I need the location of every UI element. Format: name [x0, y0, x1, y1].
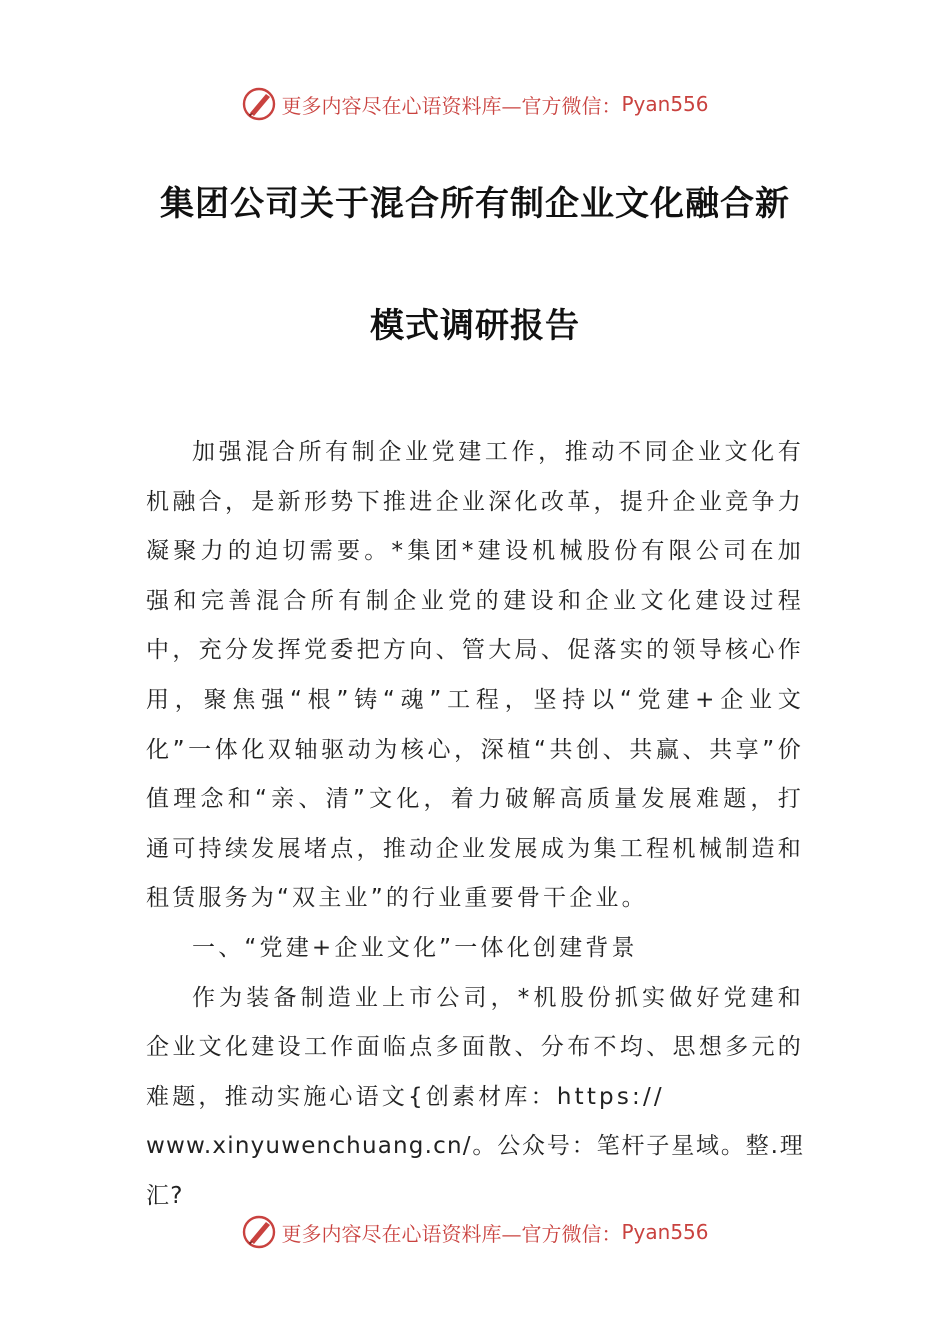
paragraph-intro: 加强混合所有制企业党建工作，推动不同企业文化有机融合，是新形势下推进企业深化改革，提升企业竞争力凝聚力的迫切需要。*集团*建设机械股份有限公司在加强和完善混合所有制企业党的建设和企业文化建设过程中，充分发挥党委把方向、管大局、促落实的领导核心作用，聚焦强“根”铸“魂”工程，坚持以“党建+企业文化”一体化双轴驱动为核心，深植“共创、共赢、共享”价值理念和“亲、清”文化，着力破解高质量发展难题，打通可持续发展堵点，推动企业发展成为集工程机械制造和租赁服务为“双主业”的行业重要骨干企业。 — [146, 439, 804, 912]
document-title-line-2: 模式调研报告 — [370, 306, 580, 346]
banner-text: 更多内容尽在心语资料库—官方微信： — [281, 93, 622, 118]
pen-circle-logo-icon — [241, 86, 277, 122]
paragraph-background: 作为装备制造业上市公司，*机股份抓实做好党建和企业文化建设工作面临点多面散、分布不均、思想多元的难题，推动实施心语文{创素材库：https:// — [146, 984, 804, 1110]
paragraph-tail-line: www.xinyuwenchuang.cn/。公众号：笔杆子星域。整.理汇? — [146, 1133, 804, 1209]
document-title-line-1: 集团公司关于混合所有制企业文化融合新 — [160, 184, 790, 224]
banner-text: 更多内容尽在心语资料库—官方微信： — [281, 1221, 622, 1246]
banner-wechat-id: Pyan556 — [621, 1220, 709, 1244]
banner-wechat-id: Pyan556 — [621, 92, 709, 116]
document-body — [146, 428, 804, 1222]
pen-circle-logo-icon — [241, 1214, 277, 1250]
footer-banner — [0, 1212, 950, 1252]
section-heading: 一、“党建+企业文化”一体化创建背景 — [192, 934, 638, 961]
header-banner — [0, 84, 950, 124]
